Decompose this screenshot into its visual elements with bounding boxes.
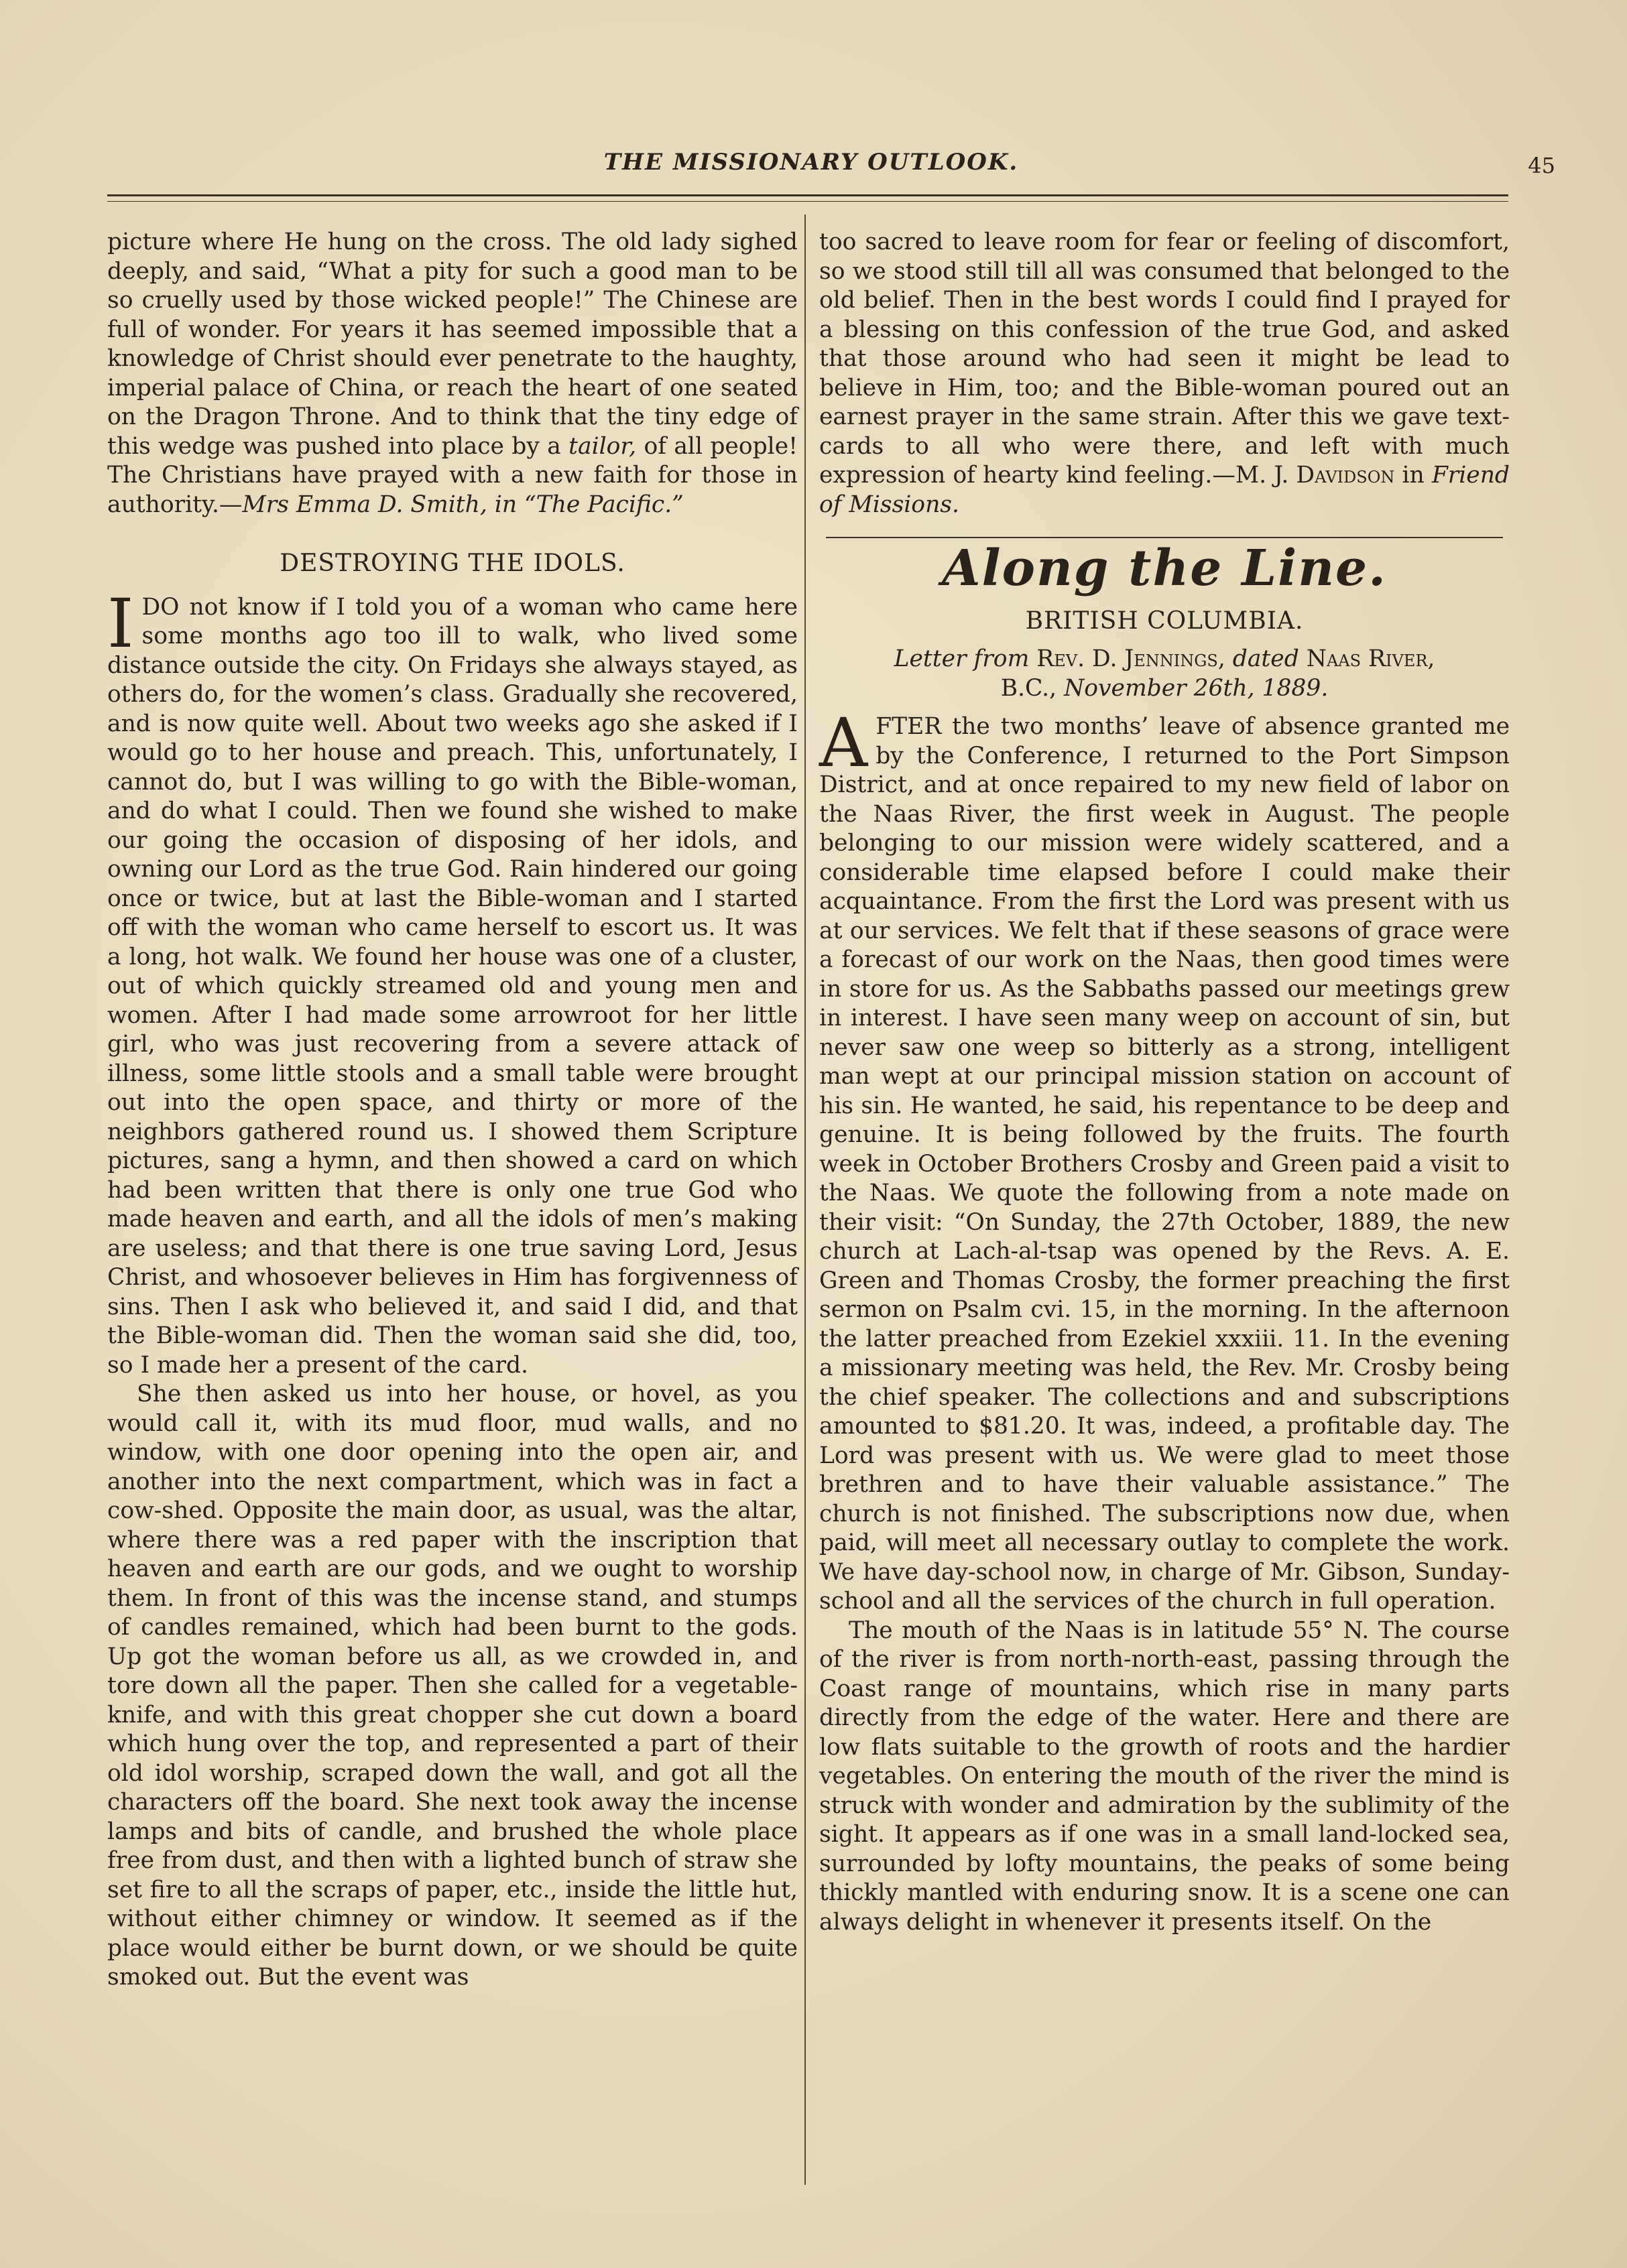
page-header — [107, 149, 1555, 182]
header-rule-thin — [107, 201, 1508, 202]
attribution-source: Friend of Missions. — [819, 462, 1510, 518]
page-number: 45 — [1528, 153, 1555, 178]
section-rule — [826, 537, 1503, 538]
letter-byline: Letter from Rev. D. Jennings, dated Naas River, B.C., November 26th, 1889. — [894, 645, 1435, 702]
right-paragraph-1: too sacred to leave room for fear or feeling of discomfort, so we stood still till all was consumed that belonged to the old belief. Then in the best words I could find I prayed for a blessing on this confession of the true God, and asked that those around who had seen it might be lead to believe in Him, too; and the Bible-woman poured out an earnest prayer in the same strain. After this we gave text-cards to all who were there, and left with much expression of hearty kind feeling.—M. J. Davidson in Friend of Missions. — [819, 229, 1510, 518]
right-paragraph-2: AFTER the two months’ leave of absence granted me by the Conference, I returned to the Port Simpson District, and at once repaired to my new field of labor on the Naas River, the first week in August. The people belonging to our mission were widely scattered, and a considerable time elapsed before I could make their acquaintance. From the first the Lord was present with us at our services. We felt that if these seasons of grace were a forecast of our work on the Naas, then good times were in store for us. As the Sabbaths passed our meetings grew in interest. I have seen many weep on account of sin, but never saw one weep so bitterly as a strong, intelligent man wept at our principal mission station on account of his sin. He wanted, he said, his repentance to be deep and genuine. It is being followed by the fruits. The fourth week in October Brothers Crosby and Green paid a visit to the Naas. We quote the following from a note made on their visit: “On Sunday, the 27th October, 1889, the new church at Lach-al-tsap was opened by the Revs. A. E. Green and Thomas Crosby, the former preaching the first sermon on Psalm cvi. 15, in the morning. In the afternoon the latter preached from Ezekiel xxxiii. 11. In the evening a missionary meeting was held, the Rev. Mr. Crosby being the chief speaker. The collections and and subscriptions amounted to $81.20. It was, indeed, a profitable day. The Lord was present with us. We were glad to meet those brethren and to have their valuable assistance.” The church is not finished. The subscriptions now due, when paid, will meet all necessary outlay to complete the work. We have day-school now, in charge of Mr. Gibson, Sunday-school and all the services of the church in full operation. — [819, 704, 1510, 1615]
right-column — [819, 228, 1510, 2185]
tailor-emphasis: tailor, — [568, 432, 637, 460]
attribution-davidson: M. J. Davidson — [1235, 462, 1395, 489]
header-rule-thick — [107, 194, 1508, 196]
left-paragraph-3: She then asked us into her house, or hovel, as you would call it, with its mud floor, mud walls, and no window, with one door opening into the open air, and another into the next compartment, which was in fact a cow-shed. Opposite the main door, as usual, was the altar, where there was a red paper with the inscription that heaven and earth are our gods, and we ought to worship them. In front of this was the incense stand, and stumps of candles remained, which had been burnt to the gods. Up got the woman before us all, as we crowded in, and tore down all the paper. Then she called for a vegetable-knife, and with this great chopper she cut down a board which hung over the top, and represented a part of their old idol worship, scraped down the wall, and got all the characters off the board. She next took away the incense lamps and bits of candle, and brushed the whole place free from dust, and then with a lighted bunch of straw she set fire to all the scraps of paper, etc., inside the little hut, without either chimney or window. It seemed as if the place would either be burnt down, or we should be quite smoked out. But the event was — [107, 1381, 798, 1991]
right-paragraph-3: The mouth of the Naas is in latitude 55° N. The course of the river is from north-north-east, passing through the Coast range of mountains, which rise in many parts directly from the edge of the water. Here and there are low flats suitable to the growth of roots and the hardier vegetables. On entering the mouth of the river the mind is struck with wonder and admiration by the sublimity of the sight. It appears as if one was in a small land-locked sea, surrounded by lofty mountains, the peaks of some being thickly mantled with enduring snow. It is a scene one can always delight in whenever it presents itself. On the — [819, 1617, 1510, 1936]
attribution-smith: Mrs Emma D. Smith, in “The Pacific.” — [242, 491, 684, 518]
sub-heading-british-columbia: BRITISH COLUMBIA. — [1025, 607, 1304, 635]
left-column — [107, 228, 798, 2185]
section-title-along-the-line: Along the Line. — [942, 540, 1387, 597]
section-title-destroying-idols: DESTROYING THE IDOLS. — [280, 550, 625, 577]
left-paragraph-1: picture where He hung on the cross. The old lady sighed deeply, and said, “What a pity for such a good man to be so cruelly used by those wicked people!” The Chinese are full of wonder. For years it has seemed impossible that a knowledge of Christ should ever penetrate to the haughty, imperial palace of China, or reach the heart of one seated on the Dragon Throne. And to think that the tiny edge of this wedge was pushed into place by a tailor, of all people! The Christians have prayed with a new faith for those in authority.—Mrs Emma D. Smith, in “The Pacific.” — [107, 229, 798, 518]
column-divider — [804, 214, 806, 2185]
left-paragraph-2: IDO not know if I told you of a woman who came here some months ago too ill to walk, who lived some distance outside the city. On Fridays she always stayed, as others do, for the women’s class. Gradually she recovered, and is now quite well. About two weeks ago she asked if I would go to her house and preach. This, unfortunately, I cannot do, but I was willing to go with the Bible-woman, and do what I could. Then we found she wished to make our going the occasion of disposing of her idols, and owning our Lord as the true God. Rain hindered our going once or twice, but at last the Bible-woman and I started off with the woman who came herself to escort us. It was a long, hot walk. We found her house was one of a cluster, out of which quickly streamed old and young men and women. After I had made some arrowroot for her little girl, who was just recovering from a severe attack of illness, some little stools and a small table were brought out into the open space, and thirty or more of the neighbors gathered round us. I showed them Scripture pictures, sang a hymn, and then showed a card on which had been written that there is only one true God who made heaven and earth, and all the idols of men’s making are useless; and that there is one true saving Lord, Jesus Christ, and whosoever believes in Him has forgivenness of sins. Then I ask who believed it, and said I did, and that the Bible-woman did. Then the woman said she did, too, so I made her a present of the card. — [107, 584, 798, 1379]
running-title: THE MISSIONARY OUTLOOK. — [603, 149, 1019, 176]
